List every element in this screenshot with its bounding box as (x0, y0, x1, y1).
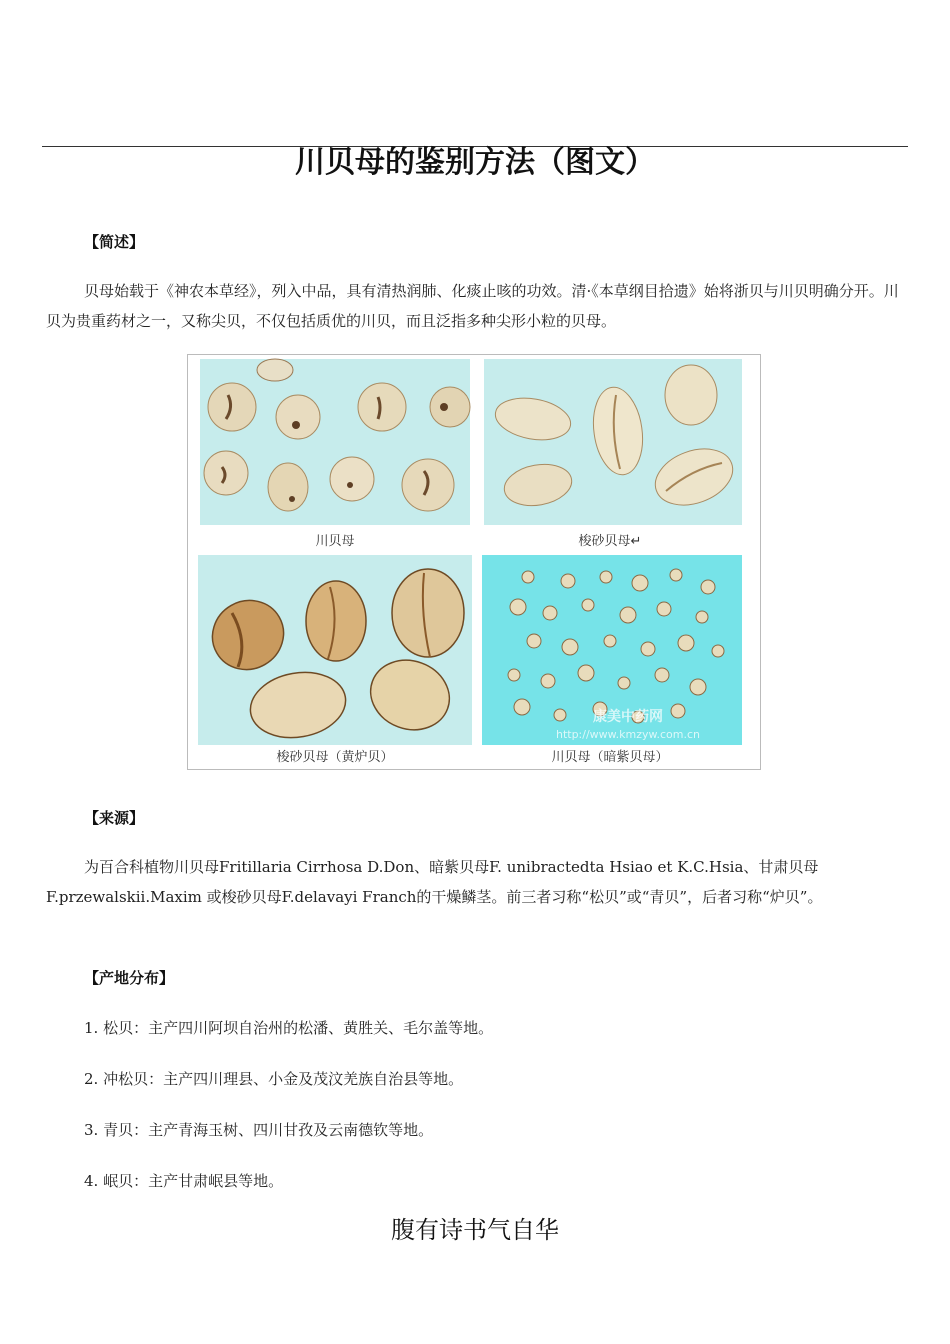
caption-suosha: 梭砂贝母↵ (578, 534, 642, 549)
caption-anzi: 川贝母（暗紫贝母） (551, 750, 669, 765)
watermark-text: 康美中药网 (593, 709, 663, 725)
source-heading: 【来源】 (84, 809, 145, 827)
list-item: 1. 松贝：主产四川阿坝自治州的松潘、黄胜关、毛尔盖等地。 (84, 1019, 494, 1037)
intro-heading: 【简述】 (84, 233, 145, 251)
page-title: 川贝母的鉴别方法（图文） (295, 145, 655, 180)
intro-paragraph: 贝母始载于《神农本草经》，列入中品，具有清热润肺、化痰止咳的功效。清·《本草纲目拾遗》始将浙贝与川贝明确分开。川贝为贵重药材之一，又称尖贝，不仅包括质优的川贝，而且泛指多种尖形小粒的贝母。 (46, 282, 899, 330)
source-paragraph: 为百合科植物川贝母Fritillaria Cirrhosa D.Don、暗紫贝母F. unibractedta Hsiao et K.C.Hsia、甘肃贝母F.przewalskii.Maxim 或梭砂贝母F.delavayi Franch的干燥鳞茎。前三者习称“松贝”或“青贝”，后者习称“炉贝”。 (46, 858, 823, 906)
fritillaria-photo-grid (188, 355, 760, 769)
list-item: 2. 冲松贝：主产四川理县、小金及茂汶羌族自治县等地。 (84, 1070, 464, 1088)
footer-motto: 腹有诗书气自华 (391, 1216, 559, 1244)
caption-chuanbeimu: 川贝母 (315, 534, 355, 549)
watermark-url: http://www.kmzyw.com.cn (555, 728, 701, 741)
list-item: 3. 青贝：主产青海玉树、四川甘孜及云南德钦等地。 (84, 1121, 434, 1139)
caption-huanglubei: 梭砂贝母（黄炉贝） (276, 750, 394, 765)
distribution-heading: 【产地分布】 (84, 969, 175, 987)
list-item: 4. 岷贝：主产甘肃岷县等地。 (84, 1172, 284, 1190)
fritillaria-figure (187, 354, 761, 770)
